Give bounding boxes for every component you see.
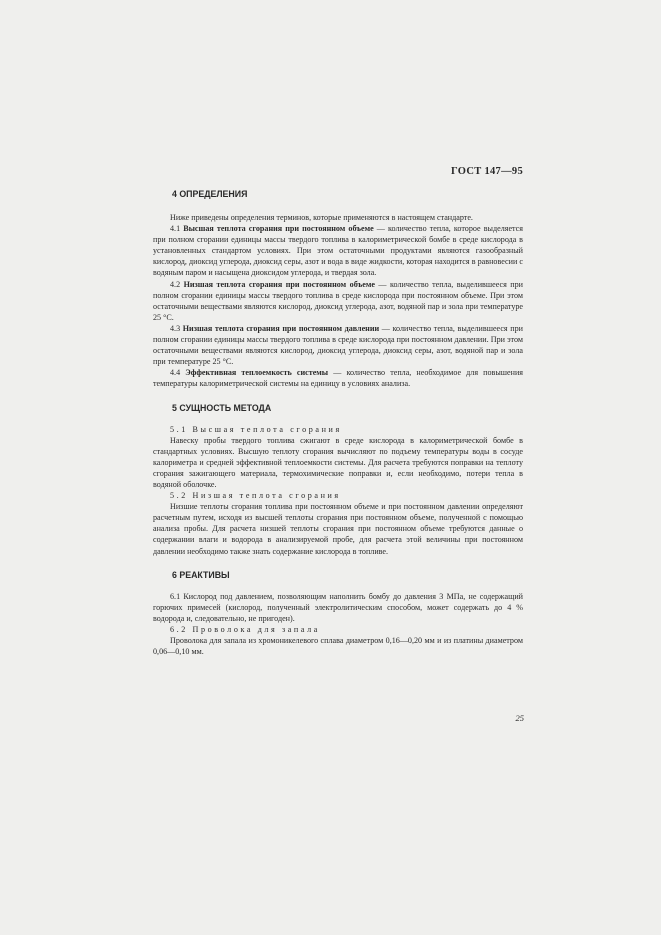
definition-4-3 [153,323,523,367]
definition-4-4 [153,367,523,389]
subsection-6-2-text: Проволока для запала из хромоникелевого сплава диаметром 0,16—0,20 мм и из платины диаметром 0,06—0,10 мм. [153,636,523,657]
definition-term: Низшая теплота сгорания при постоянном объеме [183,279,375,289]
definition-number: 4.2 [170,279,184,289]
subsection-6-2-title: 6.2 Проволока для запала [170,624,320,634]
definition-number: 4.3 [170,323,183,333]
definition-4-1 [153,223,523,278]
subsection-5-1-title: 5.1 Высшая теплота сгорания [170,424,342,434]
definition-4-2 [153,279,523,323]
definition-number: 4.4 [170,368,186,378]
section-4-intro: Ниже приведены определения терминов, которые применяются в настоящем стандарте. [170,213,473,222]
page-content [153,186,523,657]
section-5-heading: 5 СУЩНОСТЬ МЕТОДА [172,402,272,413]
page-number: 25 [515,713,524,723]
definition-number: 4.1 [170,224,184,234]
document-code: ГОСТ 147—95 [451,166,523,177]
subsection-5-2-text: Низшие теплоты сгорания топлива при постоянном объеме и при постоянном давлении определяют расчетным путем, исходя из высшей теплоты сгорания при постоянном объеме, полученной с помощью анализа пробы. Для расчета низшей теплоты сгорания при постоянном объеме требуются данные о содержании влаги и водорода в анализируемой пробе, для расчета этой величины при постоянном давлении необходимо также знать содержание кислорода в топливе. [153,502,523,556]
definition-text: — количество тепла, необходимое для повышения температуры калориметрической системы на единицу в условиях анализа. [153,368,524,389]
subsection-6-1-text: 6.1 Кислород под давлением, позволяющим наполнить бомбу до давления 3 МПа, не содержащий горючих примесей (кислород, полученный электролитическим способом, может содержать до 4 % водорода и, следовательно, не пригоден). [153,591,523,623]
definition-term: Низшая теплота сгорания при постоянном давлении [182,323,380,333]
definition-term: Высшая теплота сгорания при постоянном объеме [183,224,374,234]
section-4-heading: 4 ОПРЕДЕЛЕНИЯ [172,189,248,199]
definition-text: — количество тепла, выделившееся при полном сгорании единицы массы твердого топлива в среде кислорода при постоянном давлении. При этом остаточными веществами являются кислород, диоксид углерода, диоксид серы, азот, водяной пар и зола при температуре 25 °С. [153,323,523,367]
subsection-5-1-text: Навеску пробы твердого топлива сжигают в среде кислорода в калориметрической бомбе в стандартных условиях. Высшую теплоту сгорания вычисляют по подъему температуры воды в сосуде калориметра и средней эффективной теплоемкости системы. Для расчета требуются поправки на теплоту сгорания зажигающего материала, термохимические поправки и, если необходимо, потери тепла в водяной оболочке. [153,435,523,489]
subsection-5-2-title: 5.2 Низшая теплота сгорания [170,491,341,501]
definition-text: — количество тепла, выделившееся при полном сгорании единицы массы твердого топлива в среде кислорода при постоянном объеме. При этом остаточными веществами являются кислород, диоксид углерода, азот, водяной пар и зола при температуре 25 °С. [153,279,523,322]
definition-text: — количество тепла, которое выделяется при полном сгорании единицы массы твердого топлива в калориметрической бомбе в среде кислорода в установленных стандартом условиях. При этом остаточными продуктами являются газообразный кислород, диоксид углерода, диоксид серы, азот и вода в виде жидкости, которая находится в равновесии с водяным паром и насыщена диоксидом углерода, и твердая зола. [153,224,523,278]
section-6-heading: 6 РЕАКТИВЫ [172,569,230,580]
definition-term: Эффективная теплоемкость системы [185,368,329,378]
